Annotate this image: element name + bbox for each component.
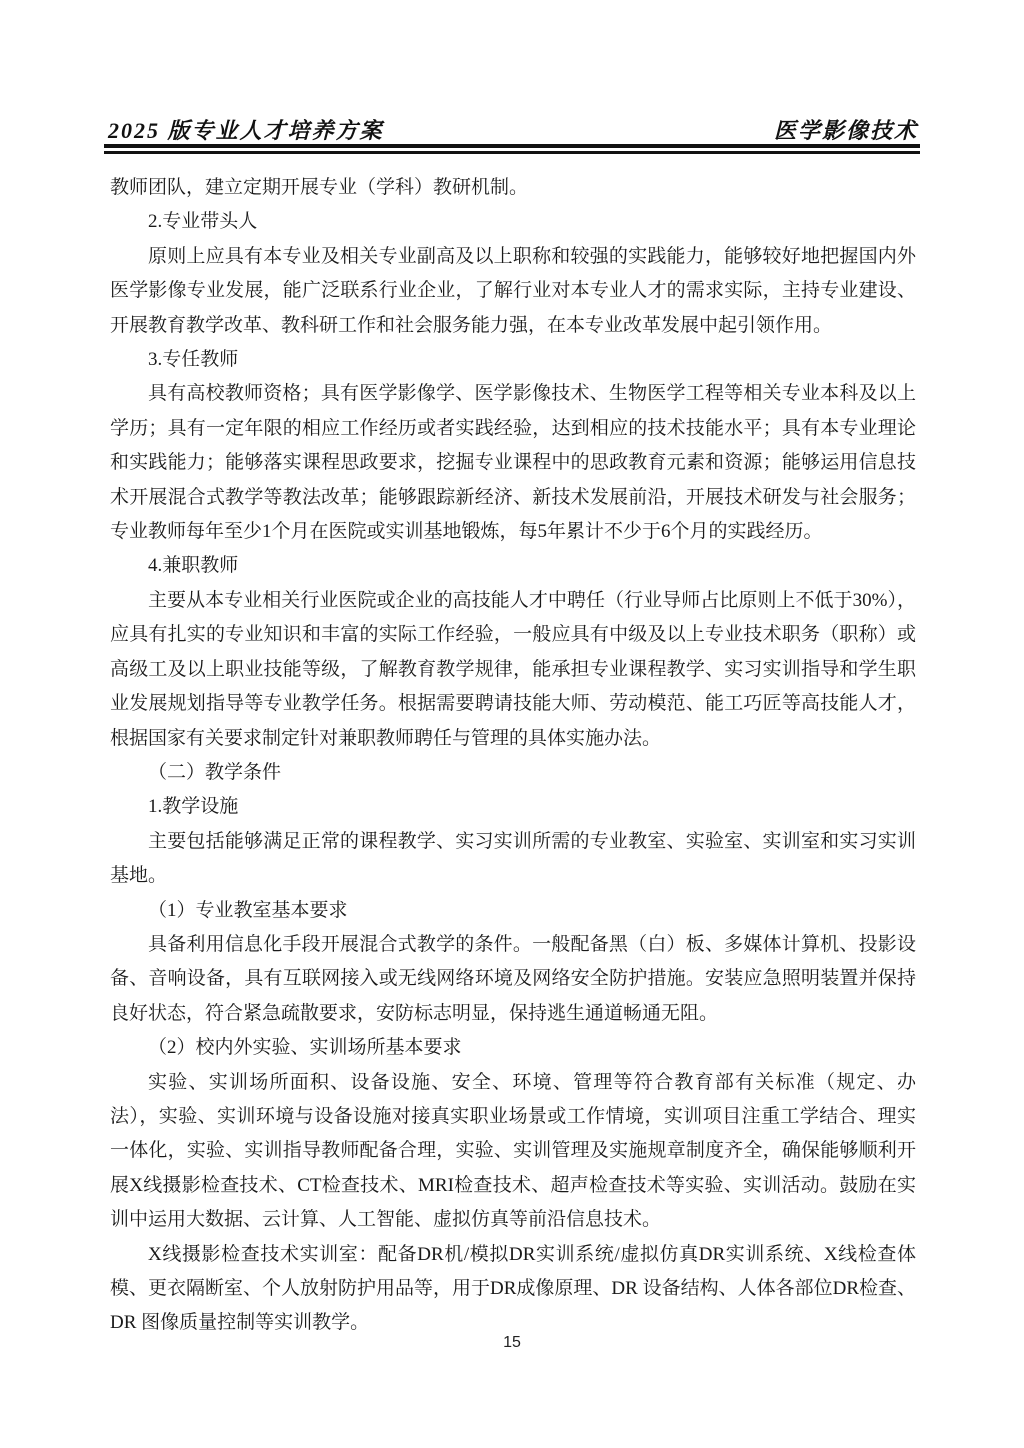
heading-3-fulltime-teachers: 3.专任教师 — [148, 349, 239, 371]
heading-2-major-leader: 2.专业带头人 — [148, 211, 258, 233]
paragraph-classroom-requirements: 具备利用信息化手段开展混合式教学的条件。一般配备黑（白）板、多媒体计算机、投影设备、音响设备，具有互联网接入或无线网络环境及网络安全防护措施。安装应急照明装置并保持良好状态，符合紧急疏散要求，安防标志明显，保持逃生通道畅通无阻。 — [110, 933, 916, 1024]
page-number: 15 — [503, 1334, 521, 1351]
page-header — [108, 114, 918, 145]
heading-4-parttime-teachers: 4.兼职教师 — [148, 555, 239, 577]
paragraph-continuation: 教师团队，建立定期开展专业（学科）教研机制。 — [110, 177, 529, 198]
header-double-rule — [104, 144, 920, 154]
heading-classroom-requirements: （1）专业教室基本要求 — [148, 899, 348, 921]
paragraph-major-leader: 原则上应具有本专业及相关专业副高及以上职称和较强的实践能力，能够较好地把握国内外医学影像专业发展，能广泛联系行业企业，了解行业对本专业人才的需求实际，主持专业建设、开展教育教学改革、教科研工作和社会服务能力强，在本专业改革发展中起引领作用。 — [110, 245, 916, 336]
header-right-title: 医学影像技术 — [773, 118, 918, 143]
heading-1-teaching-facilities: 1.教学设施 — [148, 796, 239, 818]
paragraph-xray-training-room: X线摄影检查技术实训室：配备DR机/模拟DR实训系统/虚拟仿真DR实训系统、X线检查体模、更衣隔断室、个人放射防护用品等，用于DR成像原理、DR 设备结构、人体各部位DR检查、DR 图像质量控制等实训教学。 — [110, 1243, 916, 1334]
page-footer — [0, 1334, 1024, 1352]
heading-section-2-teaching-conditions: （二）教学条件 — [148, 761, 282, 783]
paragraph-training-site-requirements: 实验、实训场所面积、设备设施、安全、环境、管理等符合教育部有关标准（规定、办法），实验、实训环境与设备设施对接真实职业场景或工作情境，实训项目注重工学结合、理实一体化，实验、实训指导教师配备合理，实验、实训管理及实施规章制度齐全，确保能够顺利开展X线摄影检查技术、CT检查技术、MRI检查技术、超声检查技术等实验、实训活动。鼓励在实训中运用大数据、云计算、人工智能、虚拟仿真等前沿信息技术。 — [110, 1071, 916, 1231]
paragraph-parttime-teachers: 主要从本专业相关行业医院或企业的高技能人才中聘任（行业导师占比原则上不低于30%），应具有扎实的专业知识和丰富的实际工作经验，一般应具有中级及以上专业技术职务（职称）或高级工及以上职业技能等级，了解教育教学规律，能承担专业课程教学、实习实训指导和学生职业发展规划指导等专业教学任务。根据需要聘请技能大师、劳动模范、能工巧匠等高技能人才，根据国家有关要求制定针对兼职教师聘任与管理的具体实施办法。 — [110, 589, 916, 749]
paragraph-teaching-facilities: 主要包括能够满足正常的课程教学、实习实训所需的专业教室、实验室、实训室和实习实训基地。 — [110, 830, 916, 887]
header-left-title: 2025 版专业人才培养方案 — [108, 118, 384, 143]
document-body — [110, 171, 916, 1341]
paragraph-fulltime-teachers: 具有高校教师资格；具有医学影像学、医学影像技术、生物医学工程等相关专业本科及以上学历；具有一定年限的相应工作经历或者实践经验，达到相应的技术技能水平；具有本专业理论和实践能力；能够落实课程思政要求，挖掘专业课程中的思政教育元素和资源；能够运用信息技术开展混合式教学等教法改革；能够跟踪新经济、新技术发展前沿，开展技术研发与社会服务；专业教师每年至少1个月在医院或实训基地锻炼，每5年累计不少于6个月的实践经历。 — [110, 383, 916, 543]
heading-training-site-requirements: （2）校内外实验、实训场所基本要求 — [148, 1037, 462, 1059]
